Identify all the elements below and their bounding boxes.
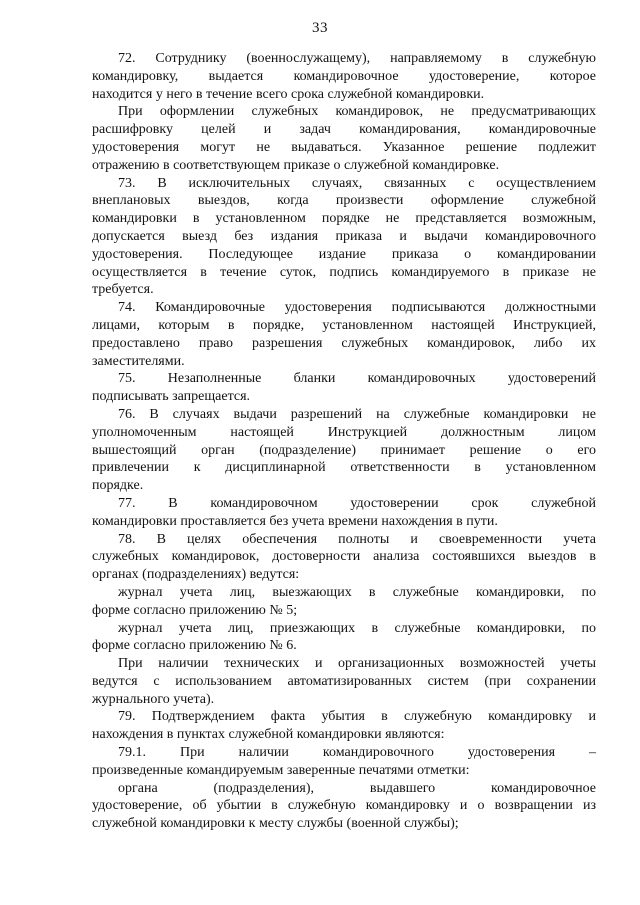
text-line: органах (подразделениях) ведутся: <box>92 567 300 583</box>
text-line: расшифровку целей и задач командирования, командировочные <box>92 122 596 138</box>
text-line: 79. Подтверждением факта убытия в служебную командировку и <box>118 709 596 725</box>
page-number: 33 <box>312 20 328 36</box>
text-line: служебной командировки к месту службы (военной службы); <box>92 816 459 832</box>
text-line: При наличии технических и организационных возможностей учеты <box>118 656 596 672</box>
text-line: находится у него в течение всего срока служебной командировки. <box>92 86 485 102</box>
paragraph <box>92 620 596 656</box>
paragraph <box>92 744 596 780</box>
text-line: 75. Незаполненные бланки командировочных удостоверений <box>118 371 596 387</box>
text-line: командировки в установленном порядке не представляется возможным, <box>92 211 596 227</box>
text-line: 74. Командировочные удостоверения подписываются должностными <box>118 300 596 316</box>
paragraph <box>92 299 596 370</box>
text-line: 78. В целях обеспечения полноты и своевременности учета <box>118 531 596 547</box>
text-line: удостоверения могут не выдаваться. Указанное решение подлежит <box>92 139 596 155</box>
text-line: журнального учета). <box>92 691 215 707</box>
paragraph <box>92 103 596 174</box>
text-line: удостоверение, об убытии в служебную командировку и о возвращении из <box>92 798 596 814</box>
text-line: При оформлении служебных командировок, не предусматривающих <box>118 104 596 120</box>
paragraph <box>92 780 596 833</box>
text-line: органа (подразделения), выдавшего командировочное <box>118 780 596 796</box>
paragraph <box>92 50 596 103</box>
text-block <box>92 50 596 833</box>
text-line: ведутся с использованием автоматизированных систем (при сохранении <box>92 673 596 689</box>
text-line: заместителями. <box>92 353 185 369</box>
text-line: командировку, выдается командировочное удостоверение, которое <box>92 68 596 84</box>
text-line: подписывать запрещается. <box>92 389 251 405</box>
text-line: произведенные командируемым заверенные печатями отметки: <box>92 762 470 778</box>
text-line: 72. Сотруднику (военнослужащему), направляемому в служебную <box>118 51 596 66</box>
text-line: 76. В случаях выдачи разрешений на служебные командировки не <box>118 406 596 422</box>
paragraph <box>92 406 596 495</box>
text-line: уполномоченным настоящей Инструкцией должностным лицом <box>92 424 596 440</box>
text-line: допускается выезд без издания приказа и выдачи командировочного <box>92 228 596 244</box>
text-line: 73. В исключительных случаях, связанных с осуществлением <box>118 175 596 191</box>
text-line: 79.1. При наличии командировочного удостоверения – <box>118 745 596 761</box>
text-line: предоставлено право разрешения служебных командировок, либо их <box>92 335 596 351</box>
text-line: нахождения в пунктах служебной командировки являются: <box>92 727 445 743</box>
paragraph <box>92 531 596 584</box>
text-line: 77. В командировочном удостоверении срок служебной <box>118 495 596 511</box>
text-line: лицами, которым в порядке, установленном настоящей Инструкцией, <box>92 317 596 333</box>
text-line: привлечении к дисциплинарной ответственности в установленном <box>92 460 596 476</box>
text-line: служебных командировок, достоверности анализа состоявшихся выездов в <box>92 549 596 565</box>
paragraph <box>92 370 596 406</box>
text-line: журнал учета лиц, выезжающих в служебные командировки, по <box>118 584 596 600</box>
paragraph <box>92 708 596 744</box>
text-line: отражению в соответствующем приказе о служебной командировке. <box>92 157 500 173</box>
text-line: требуется. <box>92 282 154 298</box>
text-line: форме согласно приложению № 5; <box>92 602 298 618</box>
text-line: журнал учета лиц, приезжающих в служебные командировки, по <box>118 620 596 636</box>
text-line: порядке. <box>92 478 144 494</box>
paragraph <box>92 584 596 620</box>
text-line: удостоверения. Последующее издание приказа о командировании <box>92 246 596 262</box>
text-line: командировки проставляется без учета времени нахождения в пути. <box>92 513 498 529</box>
text-line: форме согласно приложению № 6. <box>92 638 297 654</box>
text-line: внеплановых выездов, когда произвести оформление служебной <box>92 193 596 209</box>
paragraph <box>92 495 596 531</box>
paragraph <box>92 175 596 300</box>
text-line: осуществляется в течение суток, подпись командируемого в приказе не <box>92 264 596 280</box>
paragraph <box>92 655 596 708</box>
text-line: вышестоящий орган (подразделение) принимает решение о его <box>92 442 596 458</box>
